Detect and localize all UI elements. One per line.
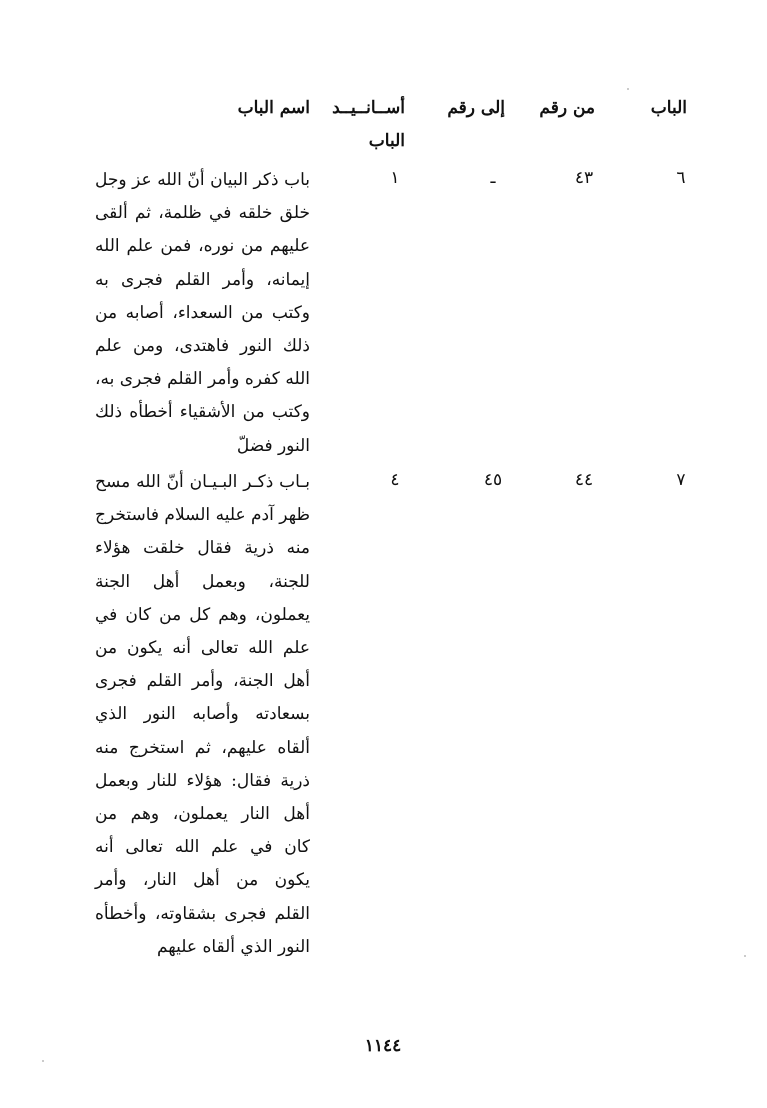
row-1-bab: ٦ — [676, 168, 686, 188]
row-2-name-line: منه ذرية فقال خلقت هؤلاء — [95, 538, 310, 559]
header-to-number: إلى رقم — [447, 98, 505, 118]
header-chapter-name: اسم الباب — [237, 98, 310, 118]
scan-speck — [627, 88, 629, 90]
row-2-name-line: للجنة، وبعمل أهل الجنة — [95, 571, 310, 592]
header-bab: الباب — [650, 98, 687, 118]
row-2-from-number: ٤٤ — [574, 470, 594, 490]
row-1-asanid: ١ — [390, 168, 400, 188]
row-2-name-line: ذرية فقال: هؤلاء للنار وبعمل — [95, 770, 310, 791]
row-2-name-line: أهل الجنة، وأمر القلم فجرى — [95, 671, 310, 692]
row-1-to-number: ـ — [490, 168, 496, 188]
header-asanid: أســانــيــد — [332, 98, 405, 118]
row-2-bab: ٧ — [676, 470, 686, 490]
row-1-name-line: باب ذكر البيان أنّ الله عز وجل — [95, 170, 310, 190]
page-number: ١١٤٤ — [364, 1036, 402, 1056]
row-1-name-line: النور فضلّ — [236, 435, 310, 456]
row-1-name-line: وكتب من الأشقياء أخطأه ذلك — [95, 402, 310, 423]
row-1-chapter-name — [95, 164, 310, 463]
row-2-name-line: يعملون، وهم كل من كان في — [95, 604, 310, 625]
row-2-name-line: القلم فجرى بشقاوته، وأخطأه — [95, 903, 310, 924]
scan-speck — [42, 1060, 44, 1062]
row-1-name-line: إيمانه، وأمر القلم فجرى به — [95, 269, 310, 290]
row-2-name-line: علم الله تعالى أنه يكون من — [95, 638, 310, 659]
row-2-to-number: ٤٥ — [483, 470, 503, 490]
row-2-name-line: بـاب ذكـر البـيـان أنّ الله مسح — [95, 472, 310, 492]
row-1-name-line: الله كفره وأمر القلم فجرى به، — [95, 369, 310, 390]
row-2-name-line: ظهر آدم عليه السلام فاستخرج — [95, 505, 310, 526]
row-2-name-line: كان في علم الله تعالى أنه — [95, 837, 310, 858]
header-asanid-line2: الباب — [368, 131, 405, 151]
row-1-name-line: خلق خلقه في ظلمة، ثم ألقى — [95, 203, 310, 224]
row-2-name-line: النور الذي ألقاه عليهم — [156, 936, 310, 957]
row-2-name-line: بسعادته وأصابه النور الذي — [95, 704, 310, 725]
row-2-name-line: ألقاه عليهم، ثم استخرج منه — [95, 737, 310, 758]
scan-speck — [744, 955, 746, 957]
row-2-asanid: ٤ — [390, 470, 400, 490]
row-2-chapter-name — [95, 466, 310, 964]
row-2-name-line: أهل النار يعملون، وهم من — [95, 804, 310, 825]
row-2-name-line: يكون من أهل النار، وأمر — [95, 870, 310, 891]
header-from-number: من رقم — [539, 98, 595, 118]
row-1-name-line: ذلك النور فاهتدى، ومن علم — [95, 336, 310, 357]
row-1-from-number: ٤٣ — [574, 168, 594, 188]
row-1-name-line: عليهم من نوره، فمن علم الله — [95, 236, 310, 257]
row-1-name-line: وكتب من السعداء، أصابه من — [95, 302, 310, 323]
